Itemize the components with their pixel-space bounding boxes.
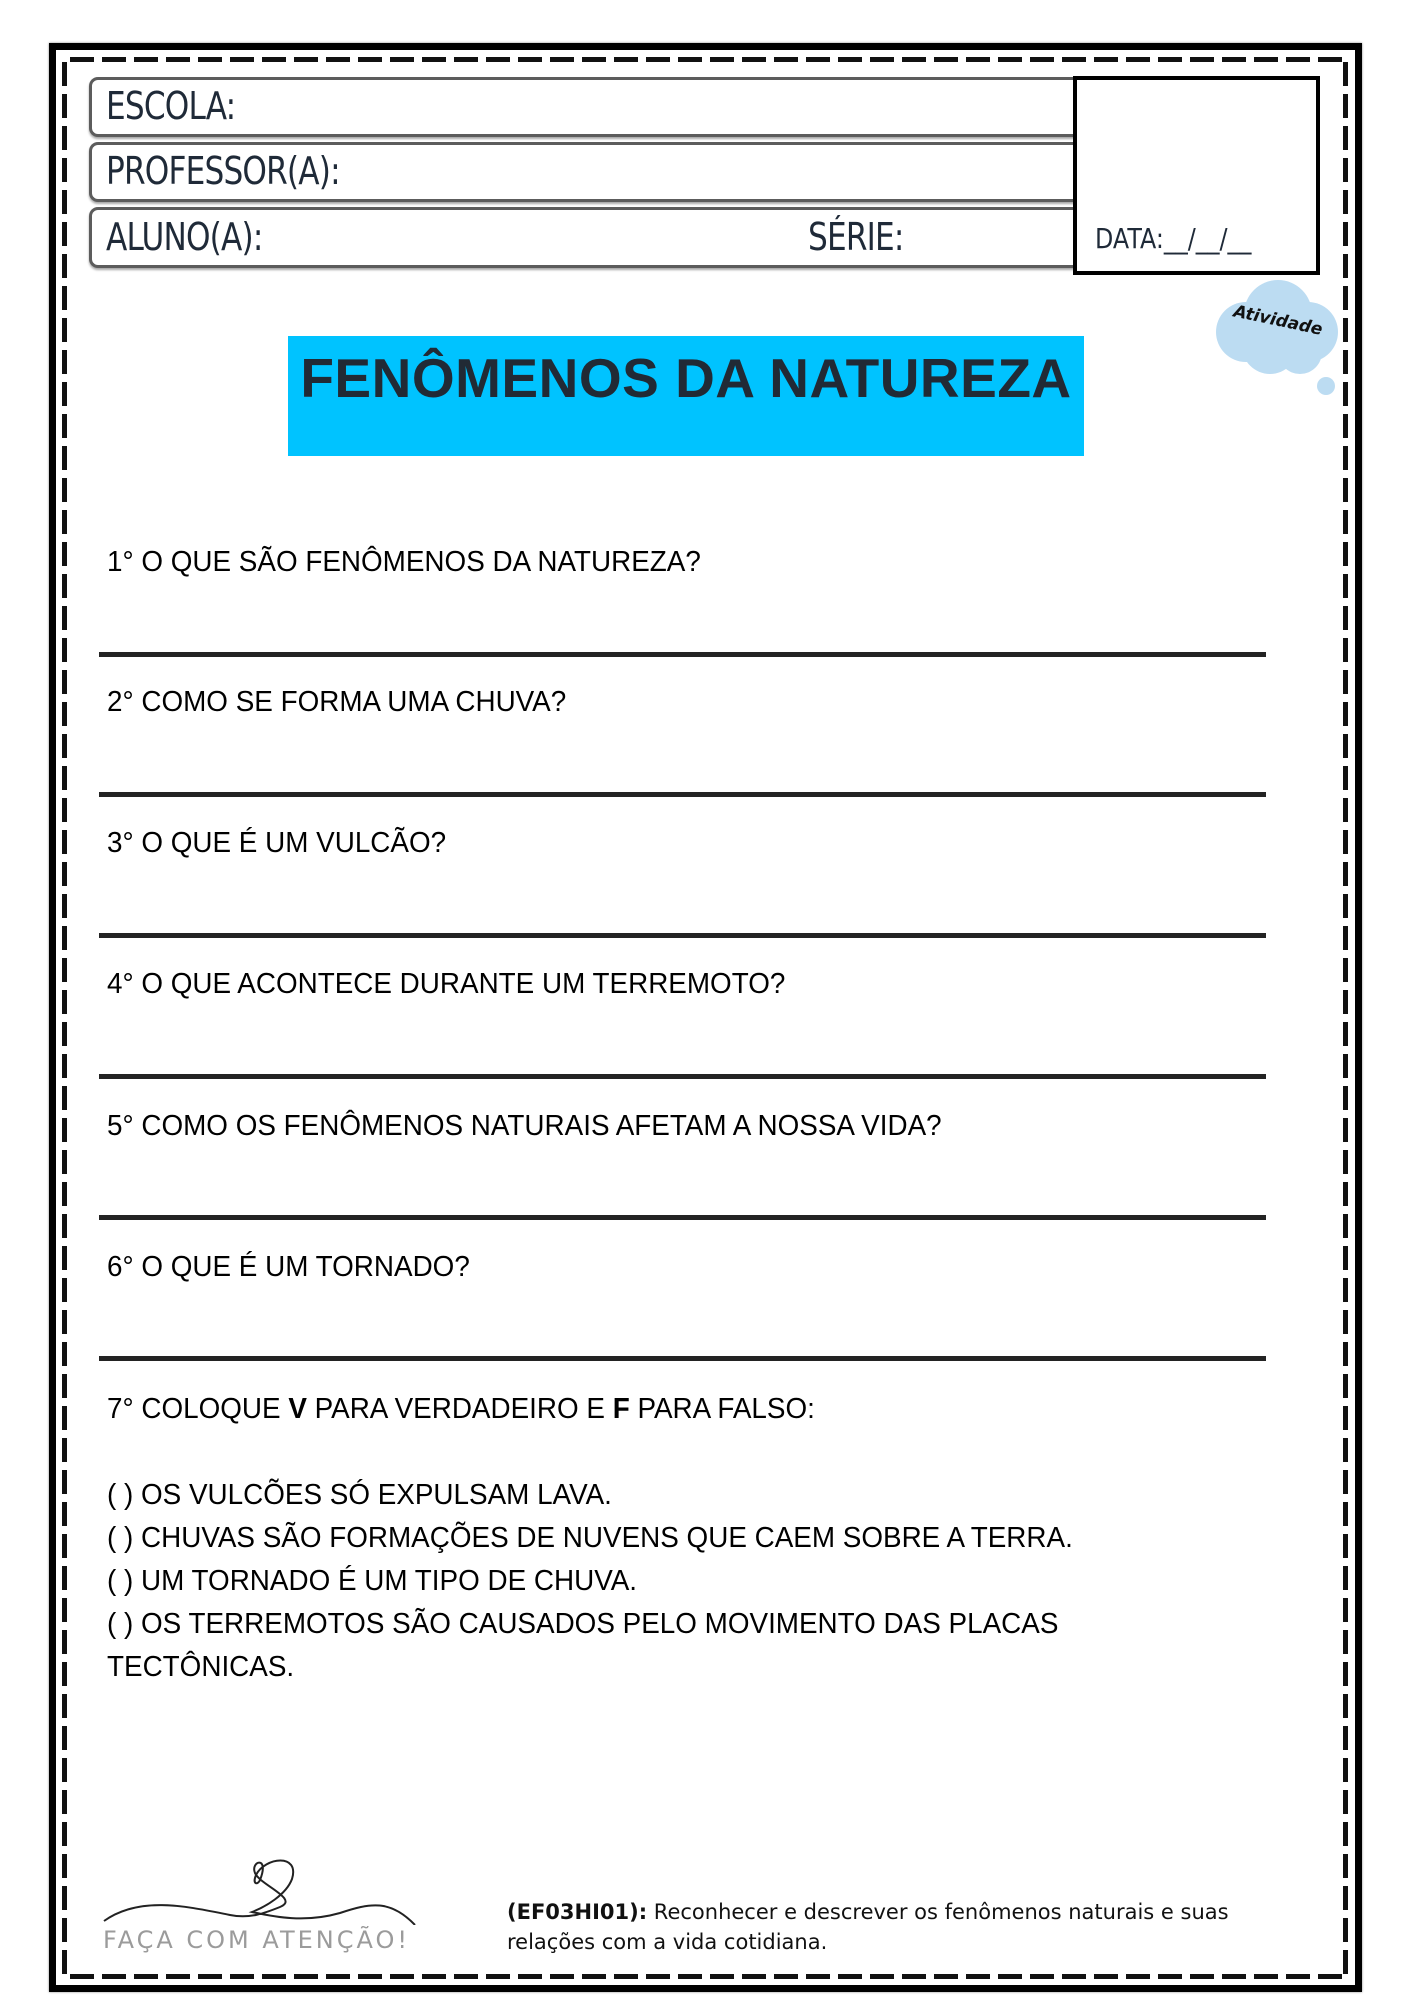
answer-line-2[interactable]: [99, 792, 1266, 797]
logo-text: FAÇA COM ATENÇÃO!: [103, 1926, 410, 1954]
page-title: FENÔMENOS DA NATUREZA: [300, 347, 1072, 409]
student-field[interactable]: [89, 207, 1079, 268]
true-letter: V: [288, 1393, 307, 1425]
dashed-border-left: [62, 62, 67, 1974]
question-7-middle: PARA VERDADEIRO E: [306, 1393, 613, 1425]
question-2: 2° COMO SE FORMA UMA CHUVA?: [107, 686, 567, 718]
teacher-field[interactable]: [89, 142, 1079, 202]
dashed-border-bottom: [70, 1974, 1348, 1979]
answer-line-5[interactable]: [99, 1215, 1266, 1220]
question-7-prefix: 7° COLOQUE: [107, 1393, 289, 1425]
date-box[interactable]: [1073, 76, 1320, 275]
skill-code: (EF03HI01):: [507, 1900, 648, 1924]
tf-item-4[interactable]: ( ) OS TERREMOTOS SÃO CAUSADOS PELO MOVIMENTO DAS PLACAS: [107, 1608, 1059, 1640]
question-7: [107, 1393, 815, 1426]
heart-icon: [104, 1861, 415, 1926]
date-label: DATA:__/__/__: [1095, 222, 1252, 255]
question-3: 3° O QUE É UM VULCÃO?: [107, 827, 447, 859]
activity-badge: [1208, 274, 1348, 404]
title-banner: [288, 336, 1084, 456]
answer-line-6[interactable]: [99, 1356, 1266, 1361]
answer-line-1[interactable]: [99, 652, 1266, 657]
answer-line-3[interactable]: [99, 933, 1266, 938]
question-5: 5° COMO OS FENÔMENOS NATURAIS AFETAM A NOSSA VIDA?: [107, 1110, 942, 1142]
teacher-label: PROFESSOR(A):: [106, 149, 340, 193]
skill-text: Reconhecer e descrever os fenômenos naturais e suas relações com a vida cotidiana.: [507, 1900, 1229, 1954]
tf-item-2[interactable]: ( ) CHUVAS SÃO FORMAÇÕES DE NUVENS QUE CAEM SOBRE A TERRA.: [107, 1522, 1073, 1554]
school-label: ESCOLA:: [106, 84, 236, 128]
question-6: 6° O QUE É UM TORNADO?: [107, 1251, 470, 1283]
question-1: 1° O QUE SÃO FENÔMENOS DA NATUREZA?: [107, 546, 701, 578]
dashed-border-top: [70, 57, 1348, 62]
skill-description: [507, 1897, 1267, 1957]
school-field[interactable]: [89, 77, 1079, 137]
grade-label: SÉRIE:: [808, 215, 904, 259]
heart-logo: [100, 1855, 420, 1925]
tf-item-4-continued: TECTÔNICAS.: [107, 1651, 295, 1683]
tf-item-3[interactable]: ( ) UM TORNADO É UM TIPO DE CHUVA.: [107, 1565, 638, 1597]
question-7-suffix: PARA FALSO:: [629, 1393, 815, 1425]
tf-item-1[interactable]: ( ) OS VULCÕES SÓ EXPULSAM LAVA.: [107, 1479, 612, 1511]
student-label: ALUNO(A):: [106, 215, 263, 259]
question-4: 4° O QUE ACONTECE DURANTE UM TERREMOTO?: [107, 968, 786, 1000]
false-letter: F: [612, 1393, 630, 1425]
activity-badge-label: Atividade: [1231, 301, 1325, 340]
answer-line-4[interactable]: [99, 1074, 1266, 1079]
